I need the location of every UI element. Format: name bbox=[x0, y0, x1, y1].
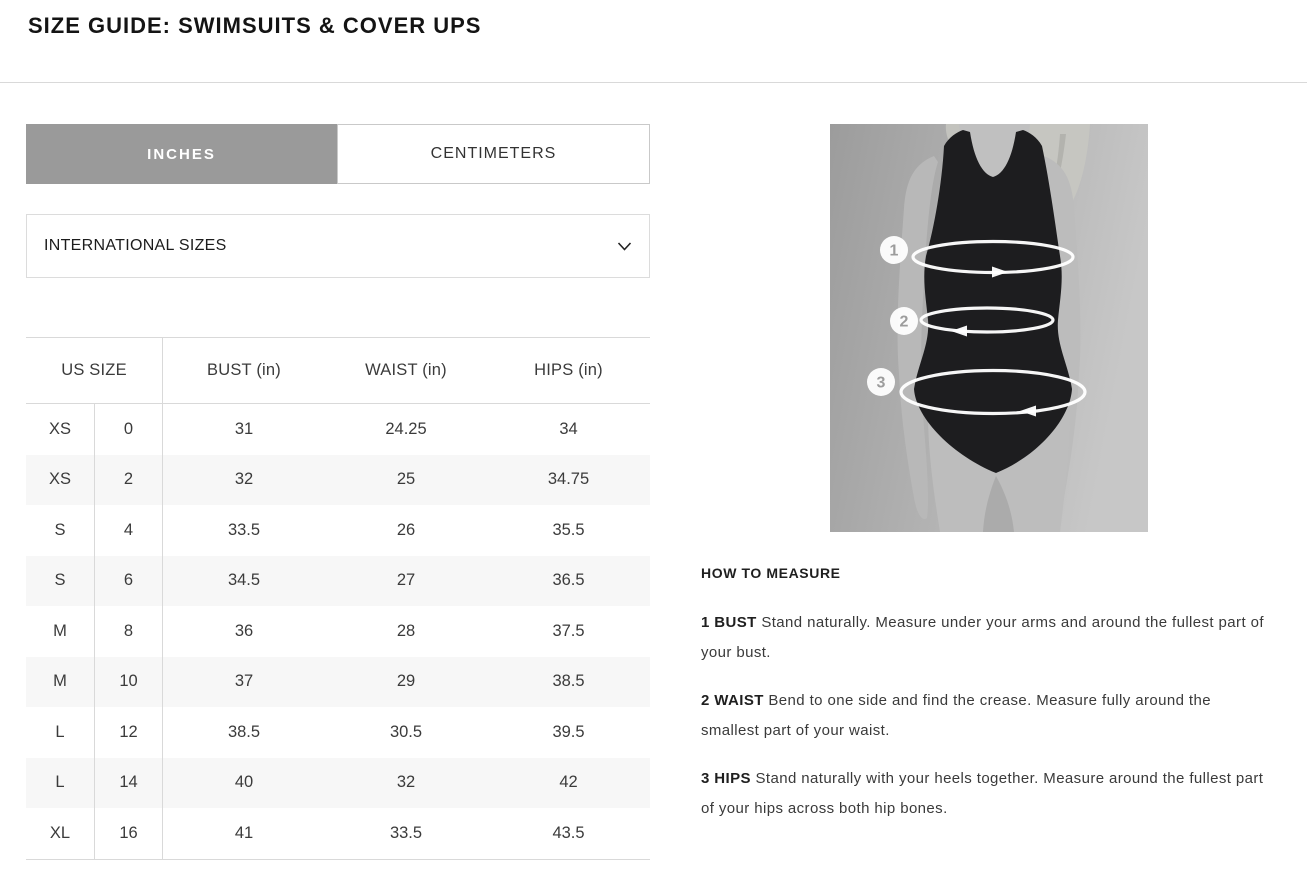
cell-us-number: 14 bbox=[95, 758, 163, 809]
cell-us-number: 16 bbox=[95, 808, 163, 859]
cell-size-label: XS bbox=[26, 455, 95, 506]
cell-bust: 36 bbox=[234, 621, 254, 640]
cell-bust: 32 bbox=[234, 470, 254, 489]
cell-bust: 41 bbox=[234, 823, 254, 842]
step-text: Bend to one side and find the crease. Measure fully around the smallest part of your waist. bbox=[701, 692, 1211, 739]
header-bust: BUST (in) bbox=[207, 361, 281, 379]
cell-us-number: 12 bbox=[95, 707, 163, 758]
cell-hips: 37.5 bbox=[552, 621, 585, 640]
cell-size-label: S bbox=[26, 505, 95, 556]
header-hips: HIPS (in) bbox=[534, 361, 603, 379]
table-row bbox=[26, 455, 650, 506]
svg-text:1: 1 bbox=[889, 242, 899, 260]
cell-us-number: 10 bbox=[95, 657, 163, 708]
cell-waist: 29 bbox=[396, 672, 416, 691]
cell-bust: 37 bbox=[234, 672, 254, 691]
table-row bbox=[26, 505, 650, 556]
measure-step-bust bbox=[701, 608, 1267, 668]
cell-us-number: 6 bbox=[95, 556, 163, 607]
cell-waist: 32 bbox=[396, 773, 416, 792]
cell-waist: 27 bbox=[396, 571, 416, 590]
marker-2 bbox=[890, 307, 918, 335]
tab-centimeters[interactable]: CENTIMETERS bbox=[337, 124, 650, 184]
cell-size-label: S bbox=[26, 556, 95, 607]
cell-hips: 42 bbox=[559, 773, 578, 792]
how-to-measure-heading: HOW TO MEASURE bbox=[701, 565, 841, 581]
cell-size-label: XL bbox=[26, 808, 95, 859]
measurement-figure-image bbox=[830, 124, 1148, 532]
table-row bbox=[26, 808, 650, 859]
cell-waist: 26 bbox=[396, 520, 416, 539]
international-sizes-dropdown[interactable] bbox=[26, 214, 650, 278]
cell-hips: 38.5 bbox=[552, 672, 585, 691]
size-guide-left-column bbox=[26, 124, 650, 860]
cell-us-number: 2 bbox=[95, 455, 163, 506]
cell-hips: 36.5 bbox=[552, 571, 585, 590]
cell-bust: 31 bbox=[234, 419, 254, 438]
cell-hips: 34 bbox=[559, 419, 578, 438]
header-us-size: US SIZE bbox=[26, 338, 163, 403]
cell-waist: 25 bbox=[396, 470, 416, 489]
measure-step-waist bbox=[701, 686, 1267, 746]
cell-bust: 38.5 bbox=[227, 722, 261, 741]
cell-bust: 33.5 bbox=[227, 520, 261, 539]
step-label: 3 HIPS bbox=[701, 770, 751, 787]
unit-tabs bbox=[26, 124, 650, 184]
cell-waist: 30.5 bbox=[389, 722, 423, 741]
header-divider bbox=[0, 82, 1307, 83]
page-title: SIZE GUIDE: SWIMSUITS & COVER UPS bbox=[28, 13, 482, 38]
cell-size-label: L bbox=[26, 707, 95, 758]
cell-hips: 43.5 bbox=[552, 823, 585, 842]
marker-1 bbox=[880, 236, 908, 264]
cell-size-label: XS bbox=[26, 404, 95, 455]
cell-bust: 40 bbox=[234, 773, 254, 792]
measure-step-hips bbox=[701, 764, 1267, 824]
header-waist: WAIST (in) bbox=[365, 361, 447, 379]
cell-waist: 28 bbox=[396, 621, 416, 640]
cell-waist: 33.5 bbox=[389, 823, 423, 842]
step-text: Stand naturally. Measure under your arms and around the fullest part of your bust. bbox=[701, 614, 1264, 661]
step-label: 2 WAIST bbox=[701, 692, 764, 709]
svg-text:2: 2 bbox=[899, 313, 909, 331]
dropdown-label: INTERNATIONAL SIZES bbox=[44, 237, 227, 254]
cell-hips: 39.5 bbox=[552, 722, 585, 741]
chevron-down-icon bbox=[617, 242, 632, 251]
cell-us-number: 8 bbox=[95, 606, 163, 657]
how-to-measure-section bbox=[701, 565, 1267, 842]
cell-size-label: M bbox=[26, 606, 95, 657]
size-table bbox=[26, 337, 650, 860]
table-header-row bbox=[26, 338, 650, 404]
cell-us-number: 0 bbox=[95, 404, 163, 455]
table-row bbox=[26, 657, 650, 708]
cell-hips: 34.75 bbox=[547, 470, 590, 489]
cell-hips: 35.5 bbox=[552, 520, 585, 539]
table-row bbox=[26, 404, 650, 455]
cell-size-label: M bbox=[26, 657, 95, 708]
svg-text:3: 3 bbox=[876, 374, 886, 392]
step-label: 1 BUST bbox=[701, 614, 757, 631]
cell-waist: 24.25 bbox=[385, 419, 427, 438]
table-row bbox=[26, 758, 650, 809]
cell-us-number: 4 bbox=[95, 505, 163, 556]
table-row bbox=[26, 707, 650, 758]
tab-inches[interactable]: INCHES bbox=[26, 124, 337, 184]
table-row bbox=[26, 606, 650, 657]
cell-size-label: L bbox=[26, 758, 95, 809]
step-text: Stand naturally with your heels together. Measure around the fullest part of your hips across both hip bones. bbox=[701, 770, 1264, 817]
marker-3 bbox=[867, 368, 895, 396]
cell-bust: 34.5 bbox=[227, 571, 261, 590]
table-row bbox=[26, 556, 650, 607]
